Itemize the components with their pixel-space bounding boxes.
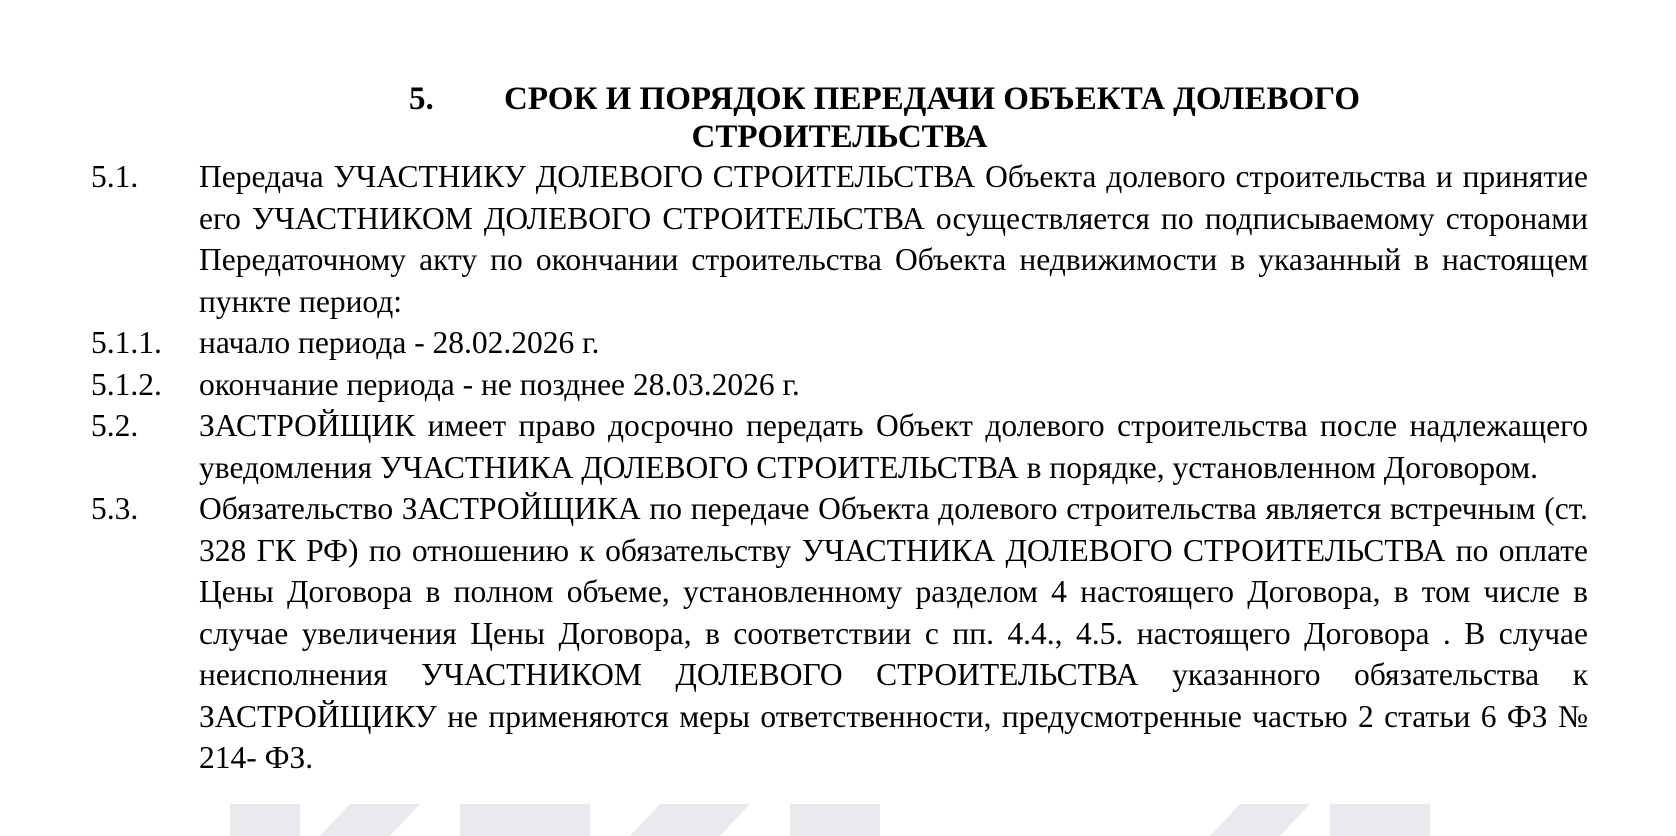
clause-number: 5.1. xyxy=(91,159,139,194)
clause-text: окончание периода - не позднее 28.03.2026 г. xyxy=(199,366,800,402)
section-heading xyxy=(91,80,1588,156)
clause-text: ЗАСТРОЙЩИК имеет право досрочно передать Объект долевого строительства после надлежащего уведомления УЧАСТНИКА ДОЛЕВОГО СТРОИТЕЛЬСТВА в порядке, установленном Договором. xyxy=(199,408,1588,485)
clause-number: 5.3. xyxy=(91,491,139,526)
clause-number: 5.1.2. xyxy=(91,366,162,402)
clause-5-3 xyxy=(91,488,1588,779)
clause-text: Передача УЧАСТНИКУ ДОЛЕВОГО СТРОИТЕЛЬСТВА Объекта долевого строительства и принятие его УЧАСТНИКОМ ДОЛЕВОГО СТРОИТЕЛЬСТВА осуществляется по подписываемому сторонами Передаточному акту по окончании строительства Объекта недвижимости в указанный в настоящем пункте период: xyxy=(199,159,1588,319)
clause-5-1-1 xyxy=(91,322,1588,364)
clause-5-2 xyxy=(91,405,1588,488)
document-page xyxy=(91,80,1588,779)
clause-number: 5.2. xyxy=(91,408,139,443)
section-number: 5. xyxy=(408,81,434,117)
section-title-line-1: СРОК И ПОРЯДОК ПЕРЕДАЧИ ОБЪЕКТА ДОЛЕВОГО xyxy=(503,81,1361,117)
clause-text: начало периода - 28.02.2026 г. xyxy=(199,325,600,360)
section-title-line-2: СТРОИТЕЛЬСТВА xyxy=(691,119,988,155)
clause-5-1 xyxy=(91,156,1588,322)
clause-number: 5.1.1. xyxy=(91,325,162,360)
clause-text: Обязательство ЗАСТРОЙЩИКА по передаче Объекта долевого строительства является встречным (ст. 328 ГК РФ) по отношению к обязательству УЧАСТНИКА ДОЛЕВОГО СТРОИТЕЛЬСТВА по оплате Цены Договора в полном объеме, установленному разделом 4 настоящего Договора, в том числе в случае увеличения Цены Договора, в соответствии с пп. 4.4., 4.5. настоящего Договора . В случае неисполнения УЧАСТНИКОМ ДОЛЕВОГО СТРОИТЕЛЬСТВА указанного обязательства к ЗАСТРОЙЩИКУ не применяются меры ответственности, предусмотренные частью 2 статьи 6 ФЗ № 214- ФЗ. xyxy=(199,491,1588,775)
section-heading-line-1 xyxy=(181,80,1588,118)
clause-5-1-2 xyxy=(91,364,1588,406)
watermark-graphic xyxy=(230,796,1430,836)
